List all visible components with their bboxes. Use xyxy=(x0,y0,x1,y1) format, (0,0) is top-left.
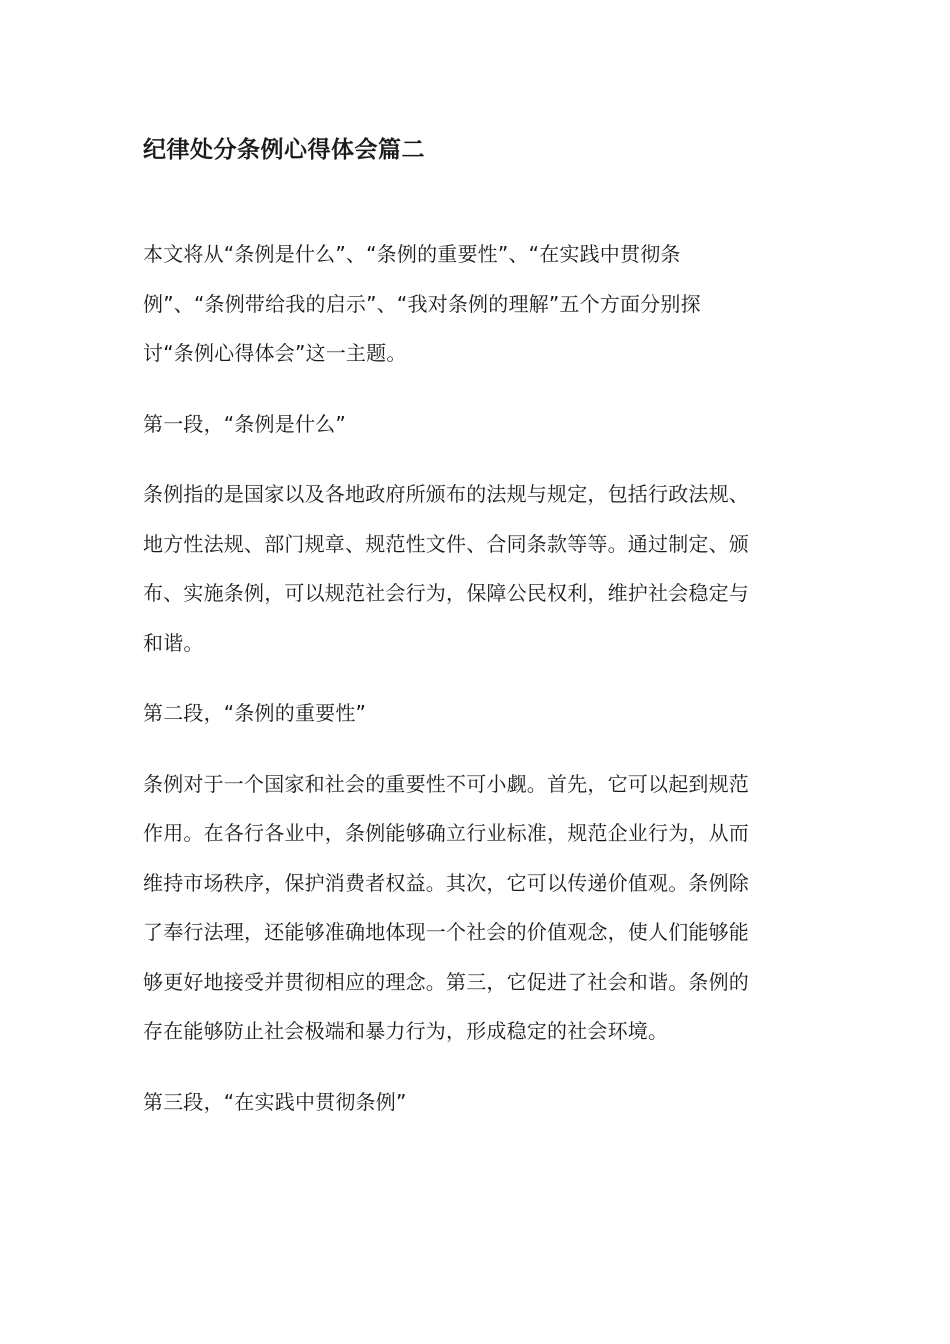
section-1-paragraph xyxy=(143,470,803,668)
text-line: 存在能够防止社会极端和暴力行为，形成稳定的社会环境。 xyxy=(143,1019,669,1043)
section-heading-1 xyxy=(143,400,803,450)
text-line: 条例对于一个国家和社会的重要性不可小觑。首先，它可以起到规范 xyxy=(143,771,749,796)
text-line: 布、实施条例，可以规范社会行为，保障公民权利，维护社会稳定与 xyxy=(143,581,749,605)
text-line: 够更好地接受并贯彻相应的理念。第三，它促进了社会和谐。条例的 xyxy=(143,969,749,994)
text-line: 了奉行法理，还能够准确地体现一个社会的价值观念，使人们能够能 xyxy=(143,920,749,944)
section-heading-3 xyxy=(143,1078,803,1128)
text-line: 和谐。 xyxy=(143,630,204,655)
document-content xyxy=(143,128,803,1148)
text-line: 讨“条例心得体会”这一主题。 xyxy=(143,341,407,365)
section-heading-2 xyxy=(143,689,803,739)
text-line: 例”、“条例带给我的启示”、“我对条例的理解”五个方面分别探 xyxy=(143,291,701,316)
intro-paragraph xyxy=(143,230,803,379)
text-line: 本文将从“条例是什么”、“条例的重要性”、“在实践中贯彻条 xyxy=(143,242,681,266)
text-line: 条例指的是国家以及各地政府所颁布的法规与规定，包括行政法规、 xyxy=(143,482,749,506)
document-title: 纪律处分条例心得体会篇二 xyxy=(143,137,425,163)
section-heading-text: 第三段，“在实践中贯彻条例” xyxy=(143,1089,407,1114)
text-line: 作用。在各行各业中，条例能够确立行业标准，规范企业行为，从而 xyxy=(143,821,749,845)
text-line: 维持市场秩序，保护消费者权益。其次，它可以传递价值观。条例除 xyxy=(143,870,749,895)
section-2-paragraph xyxy=(143,760,803,1057)
section-heading-text: 第一段，“条例是什么” xyxy=(143,411,346,436)
text-line: 地方性法规、部门规章、规范性文件、合同条款等等。通过制定、颁 xyxy=(143,531,749,556)
section-heading-text: 第二段，“条例的重要性” xyxy=(143,701,367,725)
